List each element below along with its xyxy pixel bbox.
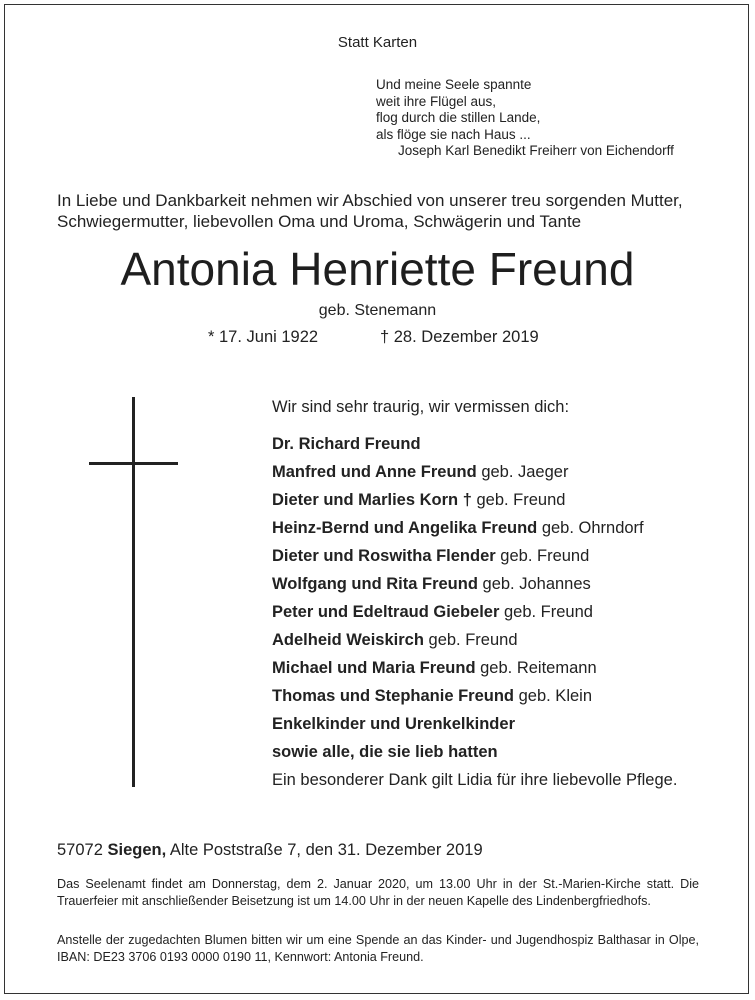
cross-icon-bar bbox=[89, 462, 178, 465]
intro-line-1: In Liebe und Dankbarkeit nehmen wir Abschied von unserer treu sorgenden Mutter, bbox=[57, 191, 683, 210]
poem-line: flog durch die stillen Lande, bbox=[376, 110, 541, 125]
list-item bbox=[272, 461, 644, 489]
deceased-name: Antonia Henriette Freund bbox=[120, 243, 635, 295]
poem-line: weit ihre Flügel aus, bbox=[376, 93, 497, 109]
mourners-list bbox=[272, 433, 644, 769]
mourner-name: sowie alle, die sie lieb hatten bbox=[272, 743, 498, 761]
mourner-name: Manfred und Anne Freund bbox=[272, 463, 477, 481]
mourners-intro: Wir sind sehr traurig, wir vermissen dich: bbox=[272, 398, 570, 416]
statt-karten-heading: Statt Karten bbox=[337, 34, 418, 51]
mourner-note: geb. Reitemann bbox=[480, 659, 597, 677]
list-item bbox=[272, 657, 644, 685]
mourner-name: Dieter und Roswitha Flender bbox=[272, 547, 496, 565]
list-item bbox=[272, 741, 644, 769]
list-item bbox=[272, 433, 644, 461]
mourner-note: geb. Johannes bbox=[482, 575, 591, 593]
mourner-note: geb. Freund bbox=[476, 491, 566, 509]
mourner-name: Wolfgang und Rita Freund bbox=[272, 575, 478, 593]
list-item bbox=[272, 629, 644, 657]
address-line bbox=[57, 841, 483, 860]
mourner-name: Heinz-Bernd und Angelika Freund bbox=[272, 519, 538, 537]
list-item bbox=[272, 517, 644, 545]
city: Siegen, bbox=[107, 841, 167, 859]
poem-line: als flöge sie nach Haus ... bbox=[376, 126, 531, 142]
intro-line-2: Schwiegermutter, liebevollen Oma und Uroma, Schwägerin und Tante bbox=[57, 212, 582, 231]
service-text: Das Seelenamt findet am Donnerstag, dem 2. Januar 2020, um 13.00 Uhr in der St.-Marien-Kirche statt. Die Trauerfeier mit anschließender Beisetzung ist um 14.00 Uhr in der neuen Kapelle des Lindenbergfriedhofs. bbox=[57, 877, 699, 908]
list-item bbox=[272, 545, 644, 573]
list-item bbox=[272, 573, 644, 601]
mourner-name: Peter und Edeltraud Giebeler bbox=[272, 603, 500, 621]
mourner-note: geb. Ohrndorf bbox=[541, 519, 644, 537]
mourner-note: geb. Klein bbox=[518, 687, 592, 705]
thanks-text: Ein besonderer Dank gilt Lidia für ihre liebevolle Pflege. bbox=[272, 771, 678, 789]
list-item bbox=[272, 489, 644, 517]
postal-code: 57072 bbox=[57, 841, 103, 859]
intro-text bbox=[57, 190, 683, 232]
poem-author: Joseph Karl Benedikt Freiherr von Eichendorff bbox=[398, 143, 674, 158]
mourner-note: geb. Freund bbox=[500, 547, 590, 565]
mourner-name: Adelheid Weiskirch bbox=[272, 631, 424, 649]
mourner-note: geb. Jaeger bbox=[481, 463, 569, 481]
mourner-note: geb. Freund bbox=[428, 631, 518, 649]
poem-line: Und meine Seele spannte bbox=[376, 77, 532, 92]
cross-icon bbox=[132, 397, 135, 787]
list-item bbox=[272, 685, 644, 713]
mourner-name: Thomas und Stephanie Freund bbox=[272, 687, 515, 705]
list-item bbox=[272, 713, 644, 741]
mourner-name: Enkelkinder und Urenkelkinder bbox=[272, 715, 515, 733]
birth-date: * 17. Juni 1922 bbox=[208, 328, 319, 346]
mourner-name: Michael und Maria Freund bbox=[272, 659, 476, 677]
mourner-name: Dieter und Marlies Korn † bbox=[272, 491, 472, 509]
mourner-name: Dr. Richard Freund bbox=[272, 435, 421, 453]
list-item bbox=[272, 601, 644, 629]
maiden-name: geb. Stenemann bbox=[318, 302, 437, 319]
donation-text: Anstelle der zugedachten Blumen bitten wir um eine Spende an das Kinder- und Jugendhospiz Balthasar in Olpe, IBAN: DE23 3706 0193 0000 0190 11, Kennwort: Antonia Freund. bbox=[57, 933, 699, 964]
mourner-note: geb. Freund bbox=[503, 603, 593, 621]
address-rest: Alte Poststraße 7, den 31. Dezember 2019 bbox=[169, 841, 483, 859]
death-date: † 28. Dezember 2019 bbox=[380, 328, 539, 346]
poem bbox=[376, 77, 674, 160]
